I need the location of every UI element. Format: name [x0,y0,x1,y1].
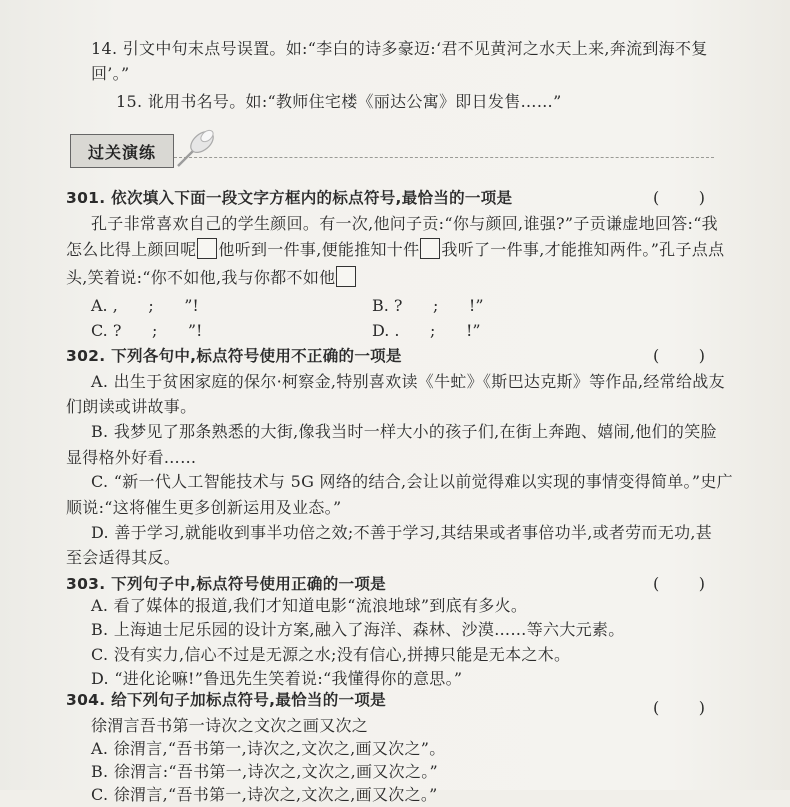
pushpin-icon [172,124,222,172]
q303-option-c: C. 没有实力,信心不过是无源之水;没有信心,拼搏只能是无本之木。 [91,645,571,664]
section-title: 过关演练 [70,134,174,168]
q303-option-d: D. “进化论嘛!”鲁迅先生笑着说:“我懂得你的意思。” [91,669,463,688]
q301-stem: 301. 依次填入下面一段文字方框内的标点符号,最恰当的一项是 [66,189,513,207]
q301-answer-paren: ( ) [653,188,705,207]
q302-option-b-line2: 显得格外好看…… [66,448,197,467]
q304-answer-paren: ( ) [653,698,705,717]
q302-option-d-line2: 至会适得其反。 [66,548,181,567]
answer-box-1 [197,238,217,259]
item-14-line1: 14. 引文中句末点号误置。如:“李白的诗多豪迈:‘君不见黄河之水天上来,奔流到海不复 [91,39,708,58]
q301-option-c: C. ? ; ”! [91,321,203,340]
q301-option-d: D. . ; !” [372,321,481,340]
q301-passage-line2: 怎么比得上颜回呢 他听到一件事,便能推知十件 我听了一件事,才能推知两件。”孔子点点 [66,240,725,259]
q301-passage-line3: 头,笑着说:“你不如他,我与你都不如他 [66,266,357,290]
section-divider [174,157,714,158]
q304-text: 徐渭言吾书第一诗次之文次之画又次之 [91,716,369,735]
answer-box-2 [420,238,440,259]
q302-option-a-line1: A. 出生于贫困家庭的保尔·柯察金,特别喜欢读《牛虻》《斯巴达克斯》等作品,经常给战友 [91,372,725,391]
q304-option-c: C. 徐渭言,“吾书第一,诗次之,文次之,画又次之。” [91,785,438,804]
q304-option-b: B. 徐渭言:“吾书第一,诗次之,文次之,画又次之。” [91,762,439,781]
q302-option-d-line1: D. 善于学习,就能收到事半功倍之效;不善于学习,其结果或者事倍功半,或者劳而无功,甚 [91,523,713,542]
q301-option-b: B. ? ; !” [372,296,484,315]
q302-option-c-line1: C. “新一代人工智能技术与 5G 网络的结合,会让以前觉得难以实现的事情变得简单。”史广 [91,472,733,491]
q303-stem: 303. 下列句子中,标点符号使用正确的一项是 [66,575,386,593]
item-14-line2: 回’。” [91,64,130,83]
q303-option-b: B. 上海迪士尼乐园的设计方案,融入了海洋、森林、沙漠……等六大元素。 [91,620,625,639]
q304-option-a: A. 徐渭言,“吾书第一,诗次之,文次之,画又次之”。 [91,739,446,758]
q302-answer-paren: ( ) [653,346,705,365]
q302-option-b-line1: B. 我梦见了那条熟悉的大街,像我当时一样大小的孩子们,在街上奔跑、嬉闹,他们的笑脸 [91,422,717,441]
q302-stem: 302. 下列各句中,标点符号使用不正确的一项是 [66,347,402,365]
q302-option-c-line2: 顺说:“这将催生更多创新运用及业态。” [66,498,342,517]
q303-answer-paren: ( ) [653,574,705,593]
q302-option-a-line2: 们朗读或讲故事。 [66,397,197,416]
item-15: 15. 讹用书名号。如:“教师住宅楼《丽达公寓》即日发售……” [116,92,562,111]
q303-option-a: A. 看了媒体的报道,我们才知道电影“流浪地球”到底有多火。 [91,596,528,615]
q301-option-a: A. , ; ”! [91,296,199,315]
q301-passage-line1: 孔子非常喜欢自己的学生颜回。有一次,他问子贡:“你与颜回,谁强?”子贡谦虚地回答:“我 [91,214,718,233]
answer-box-3 [336,266,356,287]
q304-stem: 304. 给下列句子加标点符号,最恰当的一项是 [66,691,386,709]
